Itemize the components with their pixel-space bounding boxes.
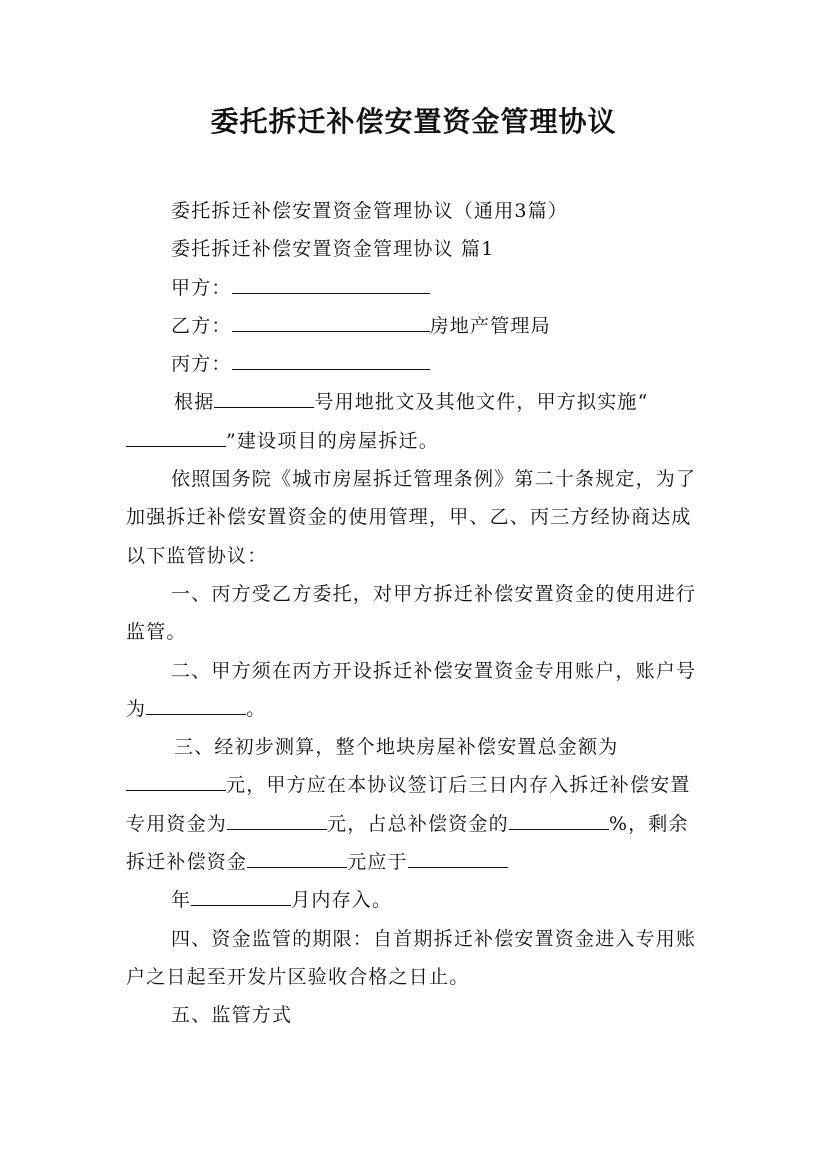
clause-3-text-b: 元，甲方应在本协议签订后三日内存入拆迁补偿安置专用资金为 <box>126 774 691 835</box>
initial-deposit-blank <box>227 809 327 830</box>
law-paragraph: 依照国务院《城市房屋拆迁管理条例》第二十条规定，为了加强拆迁补偿安置资金的使用管理，甲、乙、丙三方经协商达成以下监管协议： <box>126 468 697 567</box>
document-subtitle: 委托拆迁补偿安置资金管理协议（通用3篇） <box>171 200 569 222</box>
basis-text-4: ”建设项目的房屋拆迁。 <box>226 429 439 452</box>
clause-3-continued <box>126 881 706 919</box>
account-number-blank <box>146 694 246 715</box>
deposit-month-blank <box>191 885 291 906</box>
document-body <box>126 192 706 1035</box>
clause-5: 五、监管方式 <box>171 1004 293 1027</box>
clause-2-end: 。 <box>246 697 267 720</box>
basis-open-quote: “ <box>637 391 649 414</box>
clause-3-text-d: %，剩余拆迁补偿资金 <box>126 812 689 874</box>
percentage-blank <box>509 809 609 830</box>
party-b-suffix: 房地产管理局 <box>429 314 551 337</box>
party-c-line <box>126 345 706 383</box>
clause-3-year-label: 年 <box>171 889 192 912</box>
basis-text-2: 号用地批文及其他文件，甲方拟实施 <box>314 391 638 414</box>
total-amount-blank <box>126 770 226 791</box>
clause-3-text-g: 月内存入。 <box>291 889 393 912</box>
clause-2-text: 二、甲方须在丙方开设拆迁补偿安置资金专用账户，账户号为 <box>126 659 697 720</box>
clause-2 <box>126 652 706 729</box>
clause-3-text-a: 三、经初步测算，整个地块房屋补偿安置总金额为 <box>174 736 619 759</box>
document-title: 委托拆迁补偿安置资金管理协议 <box>210 105 617 138</box>
party-b-label: 乙方： <box>171 314 232 337</box>
chapter-heading: 委托拆迁补偿安置资金管理协议 篇1 <box>171 238 495 261</box>
deposit-year-blank <box>408 847 508 868</box>
clause-4: 四、资金监管的期限：自首期拆迁补偿安置资金进入专用账户之日起至开发片区验收合格之日止。 <box>126 927 697 988</box>
basis-text-1: 根据 <box>174 391 215 414</box>
party-a-line <box>126 269 706 307</box>
project-name-blank <box>126 426 226 447</box>
clause-3-text-e: 元应于 <box>347 851 408 874</box>
party-c-blank <box>232 349 430 370</box>
party-a-label: 甲方： <box>171 276 232 299</box>
basis-paragraph <box>126 383 706 460</box>
party-b-line <box>126 307 706 345</box>
approval-number-blank <box>214 387 314 408</box>
remaining-amount-blank <box>247 847 347 868</box>
party-a-blank <box>232 273 430 294</box>
party-b-blank <box>232 311 430 332</box>
party-c-label: 丙方： <box>171 353 232 376</box>
clause-1: 一、丙方受乙方委托，对甲方拆迁补偿安置资金的使用进行监管。 <box>126 582 697 644</box>
clause-3 <box>126 728 706 881</box>
clause-3-text-c: 元，占总补偿资金的 <box>327 812 509 835</box>
